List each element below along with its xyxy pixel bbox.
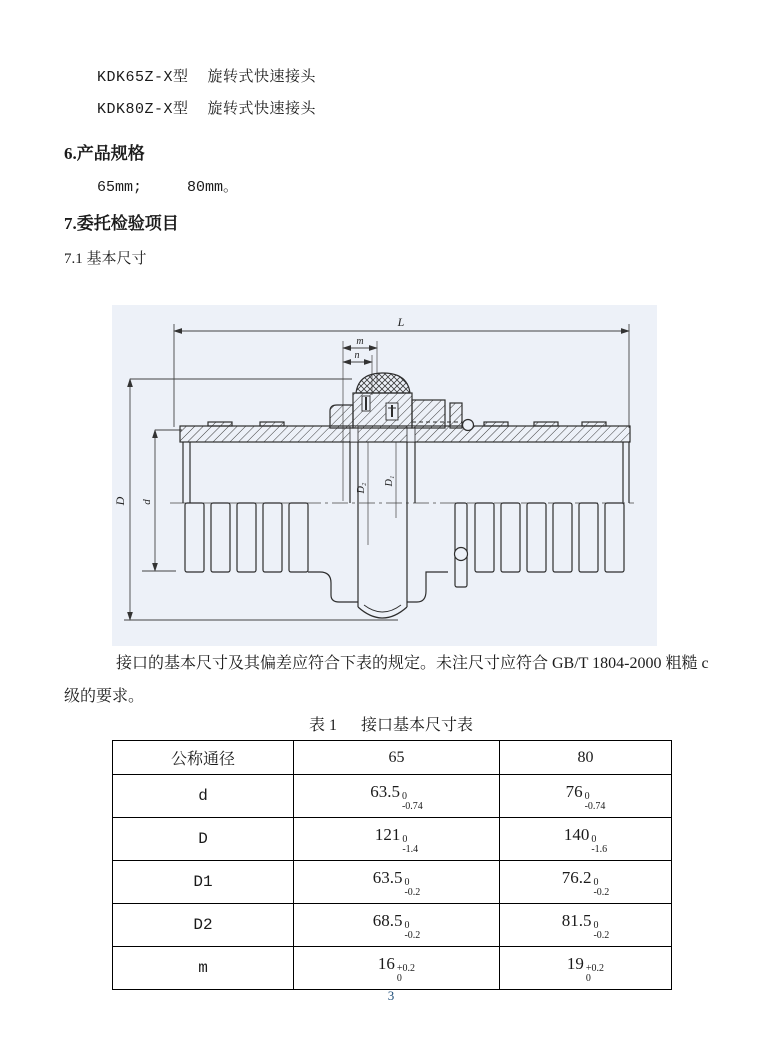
page-number: 3: [387, 988, 395, 1003]
dimension-value-cell: 140 0 -1.6: [500, 818, 672, 861]
model-line-1: KDK65Z-X型 旋转式快速接头: [97, 69, 317, 86]
row-label: m: [113, 947, 294, 990]
dimension-value-cell: 76.2 0 -0.2: [500, 861, 672, 904]
row-label: D: [113, 818, 294, 861]
table-row: [113, 947, 672, 990]
coupling-mechanism: [330, 373, 474, 431]
dim-label-L: L: [397, 315, 405, 329]
table-row: [113, 861, 672, 904]
lock-pin: [455, 503, 468, 587]
paragraph-line-1: 接口的基本尺寸及其偏差应符合下表的规定。未注尺寸应符合 GB/T 1804-2000 粗糙 c: [116, 655, 709, 672]
dimension-value-cell: 16 +0.2 0: [294, 947, 500, 990]
header-size-65: 65: [294, 741, 500, 775]
table-caption: 表 1 接口基本尺寸表: [308, 717, 473, 734]
dim-label-m: m: [356, 336, 364, 347]
pipe-body: [180, 422, 630, 618]
section-7-1-heading: 7.1 基本尺寸: [64, 251, 147, 267]
dim-label-D2: D₂: [356, 482, 367, 494]
section-7-heading: 7.委托检验项目: [64, 214, 179, 233]
header-size-80: 80: [500, 741, 672, 775]
row-label: d: [113, 775, 294, 818]
coupling-cross-section-diagram: [112, 305, 657, 646]
dimension-lines: [124, 324, 629, 620]
dim-label-D: D: [113, 496, 127, 506]
table-header-row: [113, 741, 672, 775]
hose-ribs: [185, 503, 624, 572]
dome-cap: [356, 373, 410, 393]
dimension-value-cell: 68.5 0 -0.2: [294, 904, 500, 947]
figure-panel: [112, 305, 657, 646]
table-row: [113, 818, 672, 861]
row-label: D2: [113, 904, 294, 947]
dimension-value-cell: 76 0 -0.74: [500, 775, 672, 818]
product-spec-line: 65mm; 80mm。: [97, 179, 239, 196]
dimension-table-rows: [113, 741, 672, 990]
dimension-value-cell: 63.5 0 -0.2: [294, 861, 500, 904]
dimension-value-cell: 121 0 -1.4: [294, 818, 500, 861]
dim-label-D1: D₁: [384, 475, 395, 487]
header-nominal-diameter: 公称通径: [113, 741, 294, 775]
row-label: D1: [113, 861, 294, 904]
dim-label-n: n: [354, 350, 360, 361]
dimension-value-cell: 63.5 0 -0.74: [294, 775, 500, 818]
retainer-clip: [450, 403, 462, 428]
dimension-value-cell: 19 +0.2 0: [500, 947, 672, 990]
dimension-value-cell: 81.5 0 -0.2: [500, 904, 672, 947]
model-line-2: KDK80Z-X型 旋转式快速接头: [97, 101, 317, 118]
section-6-heading: 6.产品规格: [64, 144, 145, 163]
dim-label-d: d: [141, 499, 153, 505]
table-row: [113, 775, 672, 818]
ball-detail: [463, 420, 474, 431]
paragraph-line-2: 级的要求。: [64, 688, 145, 705]
table-row: [113, 904, 672, 947]
dimension-table: [112, 740, 672, 990]
